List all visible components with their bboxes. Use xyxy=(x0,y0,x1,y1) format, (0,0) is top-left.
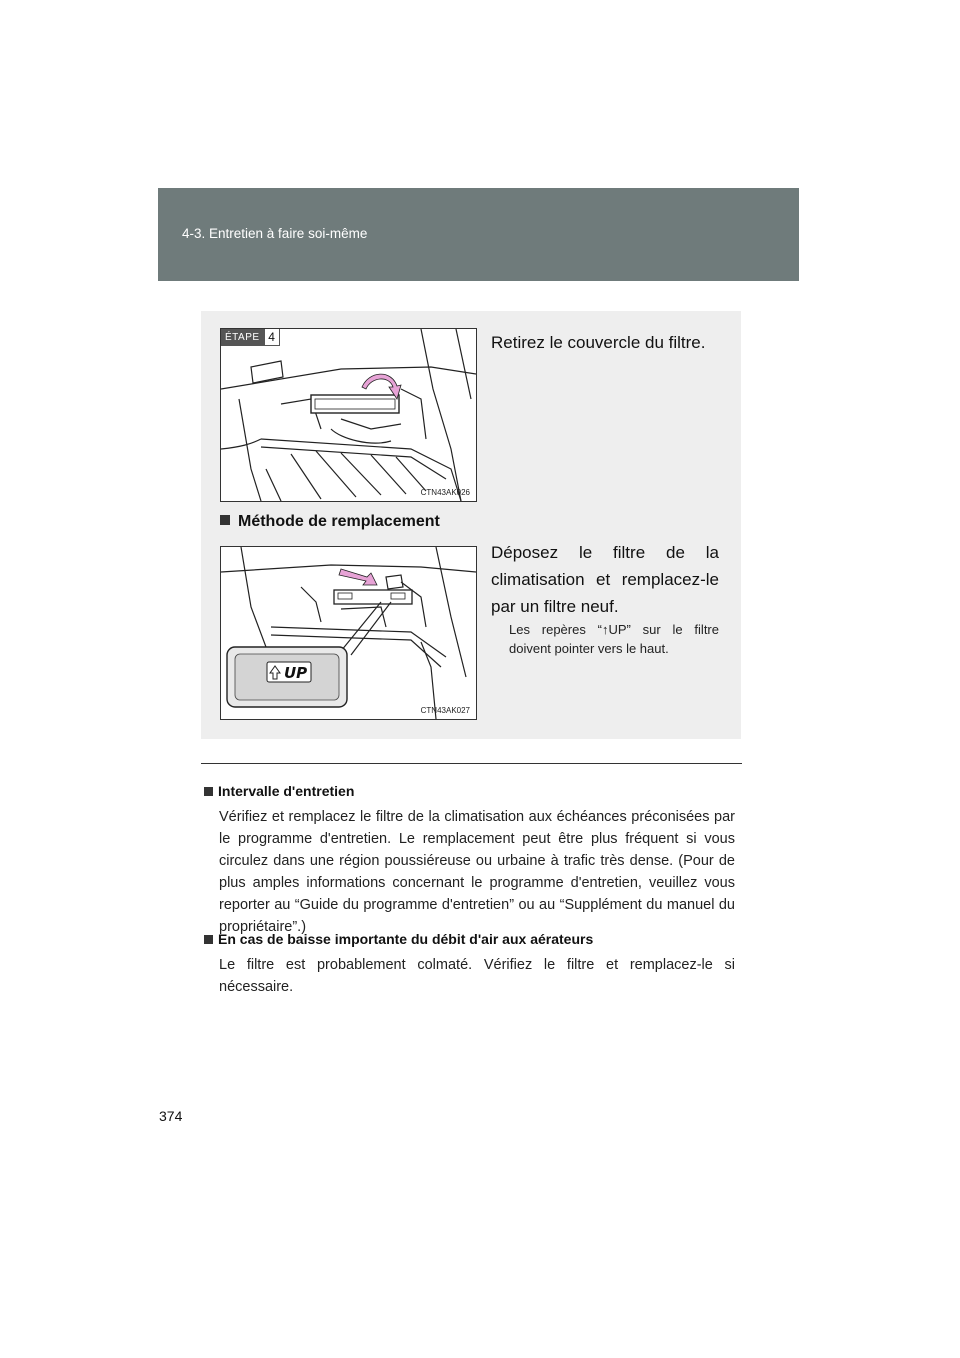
section-header xyxy=(158,188,799,281)
note-heading-text: Intervalle d'entretien xyxy=(218,783,355,799)
replacement-instruction: Déposez le filtre de la climatisation et remplacez-le par un filtre neuf. xyxy=(491,543,719,616)
step-badge-word: ÉTAPE xyxy=(221,329,264,346)
section-title: 4-3. Entretien à faire soi-même xyxy=(182,226,368,241)
note-heading-airflow xyxy=(204,931,593,947)
up-label: UP xyxy=(284,664,308,682)
filter-replacement-drawing xyxy=(221,547,476,719)
figure-code: CTN43AK027 xyxy=(420,706,470,715)
note-heading-text: En cas de baisse importante du débit d'air aux aérateurs xyxy=(218,931,594,947)
bullet-square-icon xyxy=(204,787,213,796)
step-instruction: Retirez le couvercle du filtre. xyxy=(491,333,706,352)
bullet-square-icon xyxy=(204,935,213,944)
filter-cover-drawing xyxy=(221,329,476,501)
step-badge xyxy=(221,329,280,346)
filter-cover-illustration xyxy=(220,328,477,502)
figure-code: CTN43AK026 xyxy=(420,488,470,497)
section-divider xyxy=(201,763,742,764)
replacement-heading-text: Méthode de remplacement xyxy=(238,513,440,530)
filter-replacement-illustration xyxy=(220,546,477,720)
replacement-note: Les repères “↑UP” sur le filtre doivent pointer vers le haut. xyxy=(509,622,719,656)
note-heading-interval xyxy=(204,783,354,799)
note-body-airflow: Le filtre est probablement colmaté. Vérifiez le filtre et remplacez-le si nécessaire. xyxy=(219,957,735,995)
bullet-square-icon xyxy=(220,515,230,525)
note-body-interval: Vérifiez et remplacez le filtre de la climatisation aux échéances préconisées par le programme d'entretien. Le remplacement peut être plus fréquent si vous circulez dans une région poussiéreuse ou urbaine à trafic très dense. (Pour de plus amples informations concernant le programme d'entretien, veuillez vous reporter au “Guide du programme d'entretien” ou au “Supplément du manuel du propriétaire”.) xyxy=(219,809,735,935)
page-number: 374 xyxy=(159,1108,183,1124)
replacement-heading xyxy=(220,513,440,531)
step-badge-number: 4 xyxy=(264,329,280,346)
